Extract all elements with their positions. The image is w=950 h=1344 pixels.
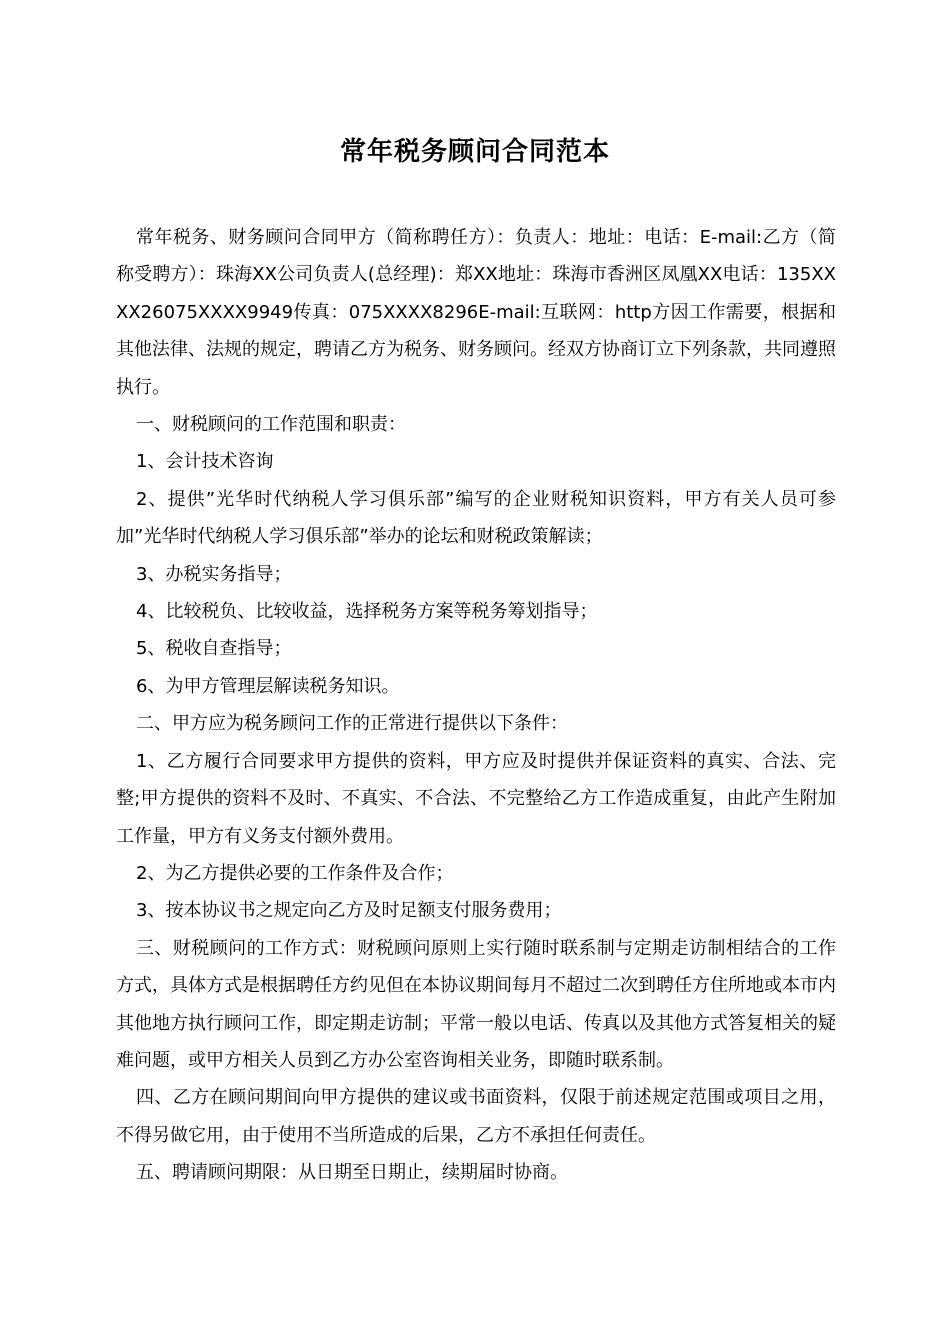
- section-1-item-6: 6、为甲方管理层解读税务知识。: [136, 675, 400, 697]
- section-4-paragraph: 四、乙方在顾问期间向甲方提供的建议或书面资料，仅限于前述规定范围或项目之用，不得另做它用，由于使用不当所造成的后果，乙方不承担任何责任。: [116, 1087, 836, 1146]
- document-body: [116, 219, 836, 1192]
- intro-paragraph: 常年税务、财务顾问合同甲方（简称聘任方）：负责人：地址：电话：E-mail:乙方（简称受聘方）：珠海XX公司负责人(总经理)：郑XX地址：珠海市香洲区凤凰XX电话：135XXXX26075XXXX9949传真：075XXXX8296E-mail:互联网：http方因工作需要，根据和其他法律、法规的规定，聘请乙方为税务、财务顾问。经双方协商订立下列条款，共同遵照执行。: [116, 227, 836, 398]
- section-2-item-1: 1、乙方履行合同要求甲方提供的资料，甲方应及时提供并保证资料的真实、合法、完整;甲方提供的资料不及时、不真实、不合法、不完整给乙方工作造成重复，由此产生附加工作量，甲方有义务支付额外费用。: [116, 750, 836, 847]
- section-1-item-5: 5、税收自查指导；: [136, 638, 292, 660]
- section-2-item-2: 2、为乙方提供必要的工作条件及合作；: [136, 862, 454, 884]
- section-1-item-3: 3、办税实务指导；: [136, 563, 292, 585]
- section-1-heading: 一、财税顾问的工作范围和职责：: [136, 414, 406, 436]
- section-1-item-1: 1、会计技术咨询: [136, 451, 274, 473]
- section-1-item-2: 2、提供”光华时代纳税人学习俱乐部”编写的企业财税知识资料，甲方有关人员可参加”光华时代纳税人学习俱乐部”举办的论坛和财税政策解读；: [116, 488, 836, 548]
- section-5-paragraph: 五、聘请顾问期限：从日期至日期止，续期届时协商。: [136, 1162, 568, 1184]
- section-2-item-3: 3、按本协议书之规定向乙方及时足额支付服务费用；: [136, 900, 562, 922]
- section-1-item-4: 4、比较税负、比较收益，选择税务方案等税务筹划指导；: [136, 601, 598, 623]
- document-title: 常年税务顾问合同范本: [339, 137, 610, 167]
- section-2-heading: 二、甲方应为税务顾问工作的正常进行提供以下条件：: [136, 713, 568, 735]
- section-3-paragraph: 三、财税顾问的工作方式：财税顾问原则上实行随时联系制与定期走访制相结合的工作方式，具体方式是根据聘任方约见但在本协议期间每月不超过二次到聘任方住所地或本市内其他地方执行顾问工作，即定期走访制；平常一般以电话、传真以及其他方式答复相关的疑难问题，或甲方相关人员到乙方办公室咨询相关业务，即随时联系制。: [116, 937, 836, 1071]
